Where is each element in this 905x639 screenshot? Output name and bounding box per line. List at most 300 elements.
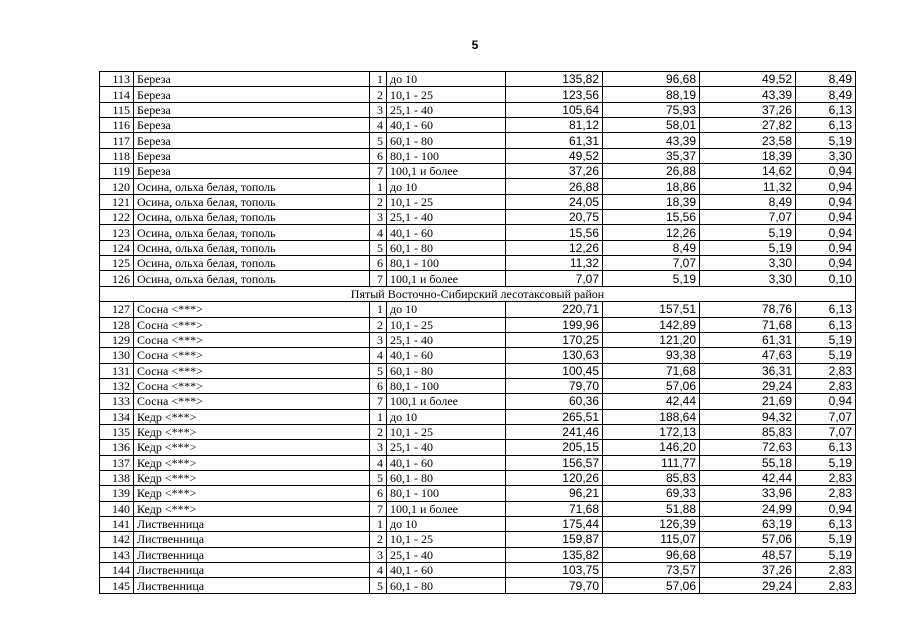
diameter-range-cell: 10,1 - 25 (387, 424, 506, 439)
section-title: Пятый Восточно-Сибирский лесотаксовый район (100, 286, 856, 301)
row-number-cell: 116 (100, 118, 134, 133)
diameter-range-cell: 25,1 - 40 (387, 332, 506, 347)
rate-medium-cell: 121,20 (603, 332, 700, 347)
table-row (100, 194, 856, 209)
row-number-cell: 119 (100, 164, 134, 179)
table-row (100, 179, 856, 194)
species-cell: Осина, ольха белая, тополь (134, 194, 370, 209)
rate-firewood-cell: 3,30 (796, 148, 856, 163)
rate-firewood-cell: 0,94 (796, 225, 856, 240)
diameter-range-cell: 60,1 - 80 (387, 578, 506, 593)
rate-small-cell: 42,44 (700, 470, 796, 485)
rate-small-cell: 7,07 (700, 210, 796, 225)
rate-firewood-cell: 0,94 (796, 194, 856, 209)
row-number-cell: 127 (100, 302, 134, 317)
rate-medium-cell: 58,01 (603, 118, 700, 133)
rate-large-cell: 60,36 (506, 394, 603, 409)
height-class-cell: 4 (370, 563, 387, 578)
rate-large-cell: 15,56 (506, 225, 603, 240)
table-row (100, 317, 856, 332)
diameter-range-cell: 10,1 - 25 (387, 87, 506, 102)
species-cell: Береза (134, 164, 370, 179)
species-cell: Сосна <***> (134, 302, 370, 317)
rate-large-cell: 79,70 (506, 578, 603, 593)
table-row (100, 563, 856, 578)
rate-medium-cell: 115,07 (603, 532, 700, 547)
row-number-cell: 136 (100, 440, 134, 455)
height-class-cell: 5 (370, 470, 387, 485)
rate-large-cell: 26,88 (506, 179, 603, 194)
height-class-cell: 6 (370, 256, 387, 271)
rate-firewood-cell: 5,19 (796, 455, 856, 470)
row-number-cell: 131 (100, 363, 134, 378)
rate-medium-cell: 85,83 (603, 470, 700, 485)
species-cell: Кедр <***> (134, 470, 370, 485)
rate-firewood-cell: 5,19 (796, 332, 856, 347)
row-number-cell: 118 (100, 148, 134, 163)
height-class-cell: 5 (370, 133, 387, 148)
rate-small-cell: 37,26 (700, 102, 796, 117)
species-cell: Береза (134, 102, 370, 117)
rate-small-cell: 37,26 (700, 563, 796, 578)
species-cell: Кедр <***> (134, 501, 370, 516)
rate-large-cell: 199,96 (506, 317, 603, 332)
rate-firewood-cell: 2,83 (796, 470, 856, 485)
height-class-cell: 2 (370, 532, 387, 547)
row-number-cell: 140 (100, 501, 134, 516)
rate-large-cell: 123,56 (506, 87, 603, 102)
diameter-range-cell: до 10 (387, 516, 506, 531)
species-cell: Береза (134, 133, 370, 148)
rate-medium-cell: 26,88 (603, 164, 700, 179)
diameter-range-cell: 80,1 - 100 (387, 256, 506, 271)
rate-large-cell: 61,31 (506, 133, 603, 148)
rate-medium-cell: 18,86 (603, 179, 700, 194)
diameter-range-cell: 60,1 - 80 (387, 240, 506, 255)
diameter-range-cell: 60,1 - 80 (387, 470, 506, 485)
species-cell: Сосна <***> (134, 363, 370, 378)
rate-large-cell: 135,82 (506, 72, 603, 87)
height-class-cell: 1 (370, 72, 387, 87)
rate-firewood-cell: 2,83 (796, 378, 856, 393)
row-number-cell: 141 (100, 516, 134, 531)
height-class-cell: 6 (370, 148, 387, 163)
rate-medium-cell: 8,49 (603, 240, 700, 255)
rate-small-cell: 14,62 (700, 164, 796, 179)
height-class-cell: 1 (370, 516, 387, 531)
height-class-cell: 4 (370, 455, 387, 470)
rate-large-cell: 71,68 (506, 501, 603, 516)
rate-medium-cell: 18,39 (603, 194, 700, 209)
row-number-cell: 114 (100, 87, 134, 102)
height-class-cell: 5 (370, 363, 387, 378)
row-number-cell: 144 (100, 563, 134, 578)
diameter-range-cell: до 10 (387, 409, 506, 424)
rate-medium-cell: 57,06 (603, 378, 700, 393)
rate-large-cell: 12,26 (506, 240, 603, 255)
row-number-cell: 135 (100, 424, 134, 439)
species-cell: Лиственница (134, 516, 370, 531)
rate-large-cell: 24,05 (506, 194, 603, 209)
rate-medium-cell: 188,64 (603, 409, 700, 424)
row-number-cell: 121 (100, 194, 134, 209)
diameter-range-cell: 10,1 - 25 (387, 532, 506, 547)
table-row (100, 501, 856, 516)
rate-firewood-cell: 6,13 (796, 440, 856, 455)
rate-firewood-cell: 0,94 (796, 210, 856, 225)
rate-large-cell: 130,63 (506, 348, 603, 363)
species-cell: Осина, ольха белая, тополь (134, 210, 370, 225)
table-row (100, 133, 856, 148)
rate-medium-cell: 172,13 (603, 424, 700, 439)
height-class-cell: 6 (370, 378, 387, 393)
height-class-cell: 3 (370, 547, 387, 562)
table-row (100, 532, 856, 547)
rate-small-cell: 63,19 (700, 516, 796, 531)
diameter-range-cell: 25,1 - 40 (387, 102, 506, 117)
height-class-cell: 6 (370, 486, 387, 501)
species-cell: Кедр <***> (134, 486, 370, 501)
diameter-range-cell: 80,1 - 100 (387, 486, 506, 501)
rate-large-cell: 37,26 (506, 164, 603, 179)
rate-firewood-cell: 2,83 (796, 486, 856, 501)
height-class-cell: 7 (370, 271, 387, 286)
table-row (100, 332, 856, 347)
rate-firewood-cell: 6,13 (796, 516, 856, 531)
table-row (100, 72, 856, 87)
species-cell: Береза (134, 148, 370, 163)
diameter-range-cell: 60,1 - 80 (387, 133, 506, 148)
row-number-cell: 130 (100, 348, 134, 363)
table-row (100, 424, 856, 439)
species-cell: Сосна <***> (134, 378, 370, 393)
table-row (100, 578, 856, 593)
rate-firewood-cell: 6,13 (796, 302, 856, 317)
row-number-cell: 143 (100, 547, 134, 562)
section-header-row (100, 286, 856, 301)
rate-medium-cell: 12,26 (603, 225, 700, 240)
height-class-cell: 3 (370, 332, 387, 347)
rate-small-cell: 3,30 (700, 271, 796, 286)
rate-medium-cell: 157,51 (603, 302, 700, 317)
timber-rates-table (99, 71, 856, 594)
rate-small-cell: 72,63 (700, 440, 796, 455)
rate-small-cell: 27,82 (700, 118, 796, 133)
row-number-cell: 128 (100, 317, 134, 332)
species-cell: Осина, ольха белая, тополь (134, 225, 370, 240)
species-cell: Сосна <***> (134, 332, 370, 347)
rate-firewood-cell: 5,19 (796, 547, 856, 562)
rate-large-cell: 7,07 (506, 271, 603, 286)
rate-large-cell: 20,75 (506, 210, 603, 225)
rate-small-cell: 23,58 (700, 133, 796, 148)
rate-large-cell: 81,12 (506, 118, 603, 133)
rate-firewood-cell: 7,07 (796, 409, 856, 424)
rate-medium-cell: 35,37 (603, 148, 700, 163)
table-row (100, 164, 856, 179)
row-number-cell: 113 (100, 72, 134, 87)
row-number-cell: 129 (100, 332, 134, 347)
rate-small-cell: 94,32 (700, 409, 796, 424)
rate-firewood-cell: 2,83 (796, 563, 856, 578)
rate-firewood-cell: 0,94 (796, 256, 856, 271)
table-row (100, 394, 856, 409)
table-row (100, 378, 856, 393)
rate-firewood-cell: 8,49 (796, 72, 856, 87)
diameter-range-cell: 100,1 и более (387, 271, 506, 286)
rate-medium-cell: 69,33 (603, 486, 700, 501)
species-cell: Кедр <***> (134, 440, 370, 455)
rate-large-cell: 205,15 (506, 440, 603, 455)
diameter-range-cell: 40,1 - 60 (387, 118, 506, 133)
height-class-cell: 3 (370, 210, 387, 225)
diameter-range-cell: до 10 (387, 302, 506, 317)
height-class-cell: 5 (370, 578, 387, 593)
table-row (100, 87, 856, 102)
rate-medium-cell: 126,39 (603, 516, 700, 531)
rate-small-cell: 24,99 (700, 501, 796, 516)
rate-large-cell: 135,82 (506, 547, 603, 562)
height-class-cell: 1 (370, 409, 387, 424)
diameter-range-cell: 25,1 - 40 (387, 440, 506, 455)
rate-large-cell: 103,75 (506, 563, 603, 578)
row-number-cell: 132 (100, 378, 134, 393)
table-row (100, 256, 856, 271)
rate-firewood-cell: 2,83 (796, 578, 856, 593)
table-row (100, 455, 856, 470)
rate-large-cell: 96,21 (506, 486, 603, 501)
diameter-range-cell: 25,1 - 40 (387, 210, 506, 225)
rate-small-cell: 55,18 (700, 455, 796, 470)
species-cell: Осина, ольха белая, тополь (134, 240, 370, 255)
rate-large-cell: 156,57 (506, 455, 603, 470)
diameter-range-cell: 40,1 - 60 (387, 348, 506, 363)
rate-small-cell: 33,96 (700, 486, 796, 501)
row-number-cell: 117 (100, 133, 134, 148)
height-class-cell: 4 (370, 118, 387, 133)
species-cell: Лиственница (134, 532, 370, 547)
rate-medium-cell: 146,20 (603, 440, 700, 455)
rate-medium-cell: 5,19 (603, 271, 700, 286)
diameter-range-cell: 40,1 - 60 (387, 455, 506, 470)
species-cell: Лиственница (134, 578, 370, 593)
rate-firewood-cell: 2,83 (796, 363, 856, 378)
species-cell: Кедр <***> (134, 409, 370, 424)
diameter-range-cell: 40,1 - 60 (387, 225, 506, 240)
height-class-cell: 3 (370, 440, 387, 455)
rate-small-cell: 5,19 (700, 225, 796, 240)
species-cell: Сосна <***> (134, 348, 370, 363)
rate-medium-cell: 51,88 (603, 501, 700, 516)
rate-small-cell: 8,49 (700, 194, 796, 209)
height-class-cell: 7 (370, 501, 387, 516)
rate-small-cell: 43,39 (700, 87, 796, 102)
rate-medium-cell: 42,44 (603, 394, 700, 409)
rate-small-cell: 49,52 (700, 72, 796, 87)
diameter-range-cell: 100,1 и более (387, 394, 506, 409)
row-number-cell: 138 (100, 470, 134, 485)
rate-medium-cell: 15,56 (603, 210, 700, 225)
rate-small-cell: 29,24 (700, 378, 796, 393)
species-cell: Осина, ольха белая, тополь (134, 256, 370, 271)
rate-small-cell: 78,76 (700, 302, 796, 317)
species-cell: Береза (134, 72, 370, 87)
row-number-cell: 125 (100, 256, 134, 271)
table-row (100, 302, 856, 317)
diameter-range-cell: 80,1 - 100 (387, 148, 506, 163)
rate-large-cell: 49,52 (506, 148, 603, 163)
diameter-range-cell: 100,1 и более (387, 501, 506, 516)
table-row (100, 271, 856, 286)
rate-medium-cell: 142,89 (603, 317, 700, 332)
table-row (100, 363, 856, 378)
rate-large-cell: 159,87 (506, 532, 603, 547)
height-class-cell: 7 (370, 164, 387, 179)
rate-small-cell: 3,30 (700, 256, 796, 271)
rate-firewood-cell: 0,94 (796, 164, 856, 179)
diameter-range-cell: 25,1 - 40 (387, 547, 506, 562)
table-row (100, 516, 856, 531)
row-number-cell: 124 (100, 240, 134, 255)
rate-small-cell: 36,31 (700, 363, 796, 378)
table-row (100, 225, 856, 240)
rate-firewood-cell: 8,49 (796, 87, 856, 102)
diameter-range-cell: 10,1 - 25 (387, 194, 506, 209)
table-row (100, 470, 856, 485)
row-number-cell: 120 (100, 179, 134, 194)
rate-large-cell: 175,44 (506, 516, 603, 531)
rate-firewood-cell: 7,07 (796, 424, 856, 439)
rate-small-cell: 18,39 (700, 148, 796, 163)
row-number-cell: 145 (100, 578, 134, 593)
rate-medium-cell: 93,38 (603, 348, 700, 363)
row-number-cell: 123 (100, 225, 134, 240)
rate-small-cell: 29,24 (700, 578, 796, 593)
table-row (100, 210, 856, 225)
rate-small-cell: 57,06 (700, 532, 796, 547)
rate-small-cell: 5,19 (700, 240, 796, 255)
rate-medium-cell: 73,57 (603, 563, 700, 578)
rate-medium-cell: 75,93 (603, 102, 700, 117)
table-body (100, 72, 856, 594)
row-number-cell: 134 (100, 409, 134, 424)
species-cell: Кедр <***> (134, 455, 370, 470)
rate-medium-cell: 96,68 (603, 72, 700, 87)
diameter-range-cell: 40,1 - 60 (387, 563, 506, 578)
diameter-range-cell: до 10 (387, 179, 506, 194)
rate-large-cell: 105,64 (506, 102, 603, 117)
species-cell: Береза (134, 118, 370, 133)
table-row (100, 148, 856, 163)
rate-small-cell: 47,63 (700, 348, 796, 363)
height-class-cell: 2 (370, 317, 387, 332)
rate-large-cell: 120,26 (506, 470, 603, 485)
rate-firewood-cell: 0,10 (796, 271, 856, 286)
rate-large-cell: 79,70 (506, 378, 603, 393)
species-cell: Лиственница (134, 563, 370, 578)
table-row (100, 348, 856, 363)
height-class-cell: 1 (370, 302, 387, 317)
row-number-cell: 122 (100, 210, 134, 225)
rate-firewood-cell: 5,19 (796, 133, 856, 148)
rate-firewood-cell: 0,94 (796, 240, 856, 255)
diameter-range-cell: 10,1 - 25 (387, 317, 506, 332)
table-row (100, 486, 856, 501)
height-class-cell: 4 (370, 348, 387, 363)
rate-large-cell: 170,25 (506, 332, 603, 347)
rate-firewood-cell: 5,19 (796, 348, 856, 363)
species-cell: Осина, ольха белая, тополь (134, 179, 370, 194)
rate-large-cell: 220,71 (506, 302, 603, 317)
rate-small-cell: 11,32 (700, 179, 796, 194)
rate-firewood-cell: 0,94 (796, 394, 856, 409)
rate-small-cell: 61,31 (700, 332, 796, 347)
height-class-cell: 1 (370, 179, 387, 194)
species-cell: Сосна <***> (134, 394, 370, 409)
height-class-cell: 2 (370, 194, 387, 209)
rate-medium-cell: 96,68 (603, 547, 700, 562)
diameter-range-cell: до 10 (387, 72, 506, 87)
species-cell: Кедр <***> (134, 424, 370, 439)
height-class-cell: 7 (370, 394, 387, 409)
diameter-range-cell: 100,1 и более (387, 164, 506, 179)
height-class-cell: 2 (370, 87, 387, 102)
diameter-range-cell: 80,1 - 100 (387, 378, 506, 393)
table-row (100, 118, 856, 133)
rate-small-cell: 21,69 (700, 394, 796, 409)
rate-medium-cell: 71,68 (603, 363, 700, 378)
height-class-cell: 2 (370, 424, 387, 439)
species-cell: Лиственница (134, 547, 370, 562)
height-class-cell: 4 (370, 225, 387, 240)
height-class-cell: 3 (370, 102, 387, 117)
table-row (100, 440, 856, 455)
page-number: 5 (471, 38, 479, 52)
rate-medium-cell: 43,39 (603, 133, 700, 148)
rate-medium-cell: 88,19 (603, 87, 700, 102)
rate-large-cell: 265,51 (506, 409, 603, 424)
row-number-cell: 133 (100, 394, 134, 409)
row-number-cell: 139 (100, 486, 134, 501)
rate-firewood-cell: 6,13 (796, 317, 856, 332)
rate-medium-cell: 57,06 (603, 578, 700, 593)
rate-medium-cell: 7,07 (603, 256, 700, 271)
rate-firewood-cell: 6,13 (796, 102, 856, 117)
species-cell: Береза (134, 87, 370, 102)
rate-firewood-cell: 6,13 (796, 118, 856, 133)
rate-large-cell: 11,32 (506, 256, 603, 271)
species-cell: Сосна <***> (134, 317, 370, 332)
table-row (100, 102, 856, 117)
height-class-cell: 5 (370, 240, 387, 255)
row-number-cell: 115 (100, 102, 134, 117)
rate-large-cell: 241,46 (506, 424, 603, 439)
rate-firewood-cell: 0,94 (796, 501, 856, 516)
rate-small-cell: 71,68 (700, 317, 796, 332)
species-cell: Осина, ольха белая, тополь (134, 271, 370, 286)
table-row (100, 547, 856, 562)
row-number-cell: 137 (100, 455, 134, 470)
diameter-range-cell: 60,1 - 80 (387, 363, 506, 378)
table-row (100, 409, 856, 424)
row-number-cell: 126 (100, 271, 134, 286)
rate-large-cell: 100,45 (506, 363, 603, 378)
rate-small-cell: 85,83 (700, 424, 796, 439)
rate-firewood-cell: 5,19 (796, 532, 856, 547)
rate-small-cell: 48,57 (700, 547, 796, 562)
table-row (100, 240, 856, 255)
rate-medium-cell: 111,77 (603, 455, 700, 470)
